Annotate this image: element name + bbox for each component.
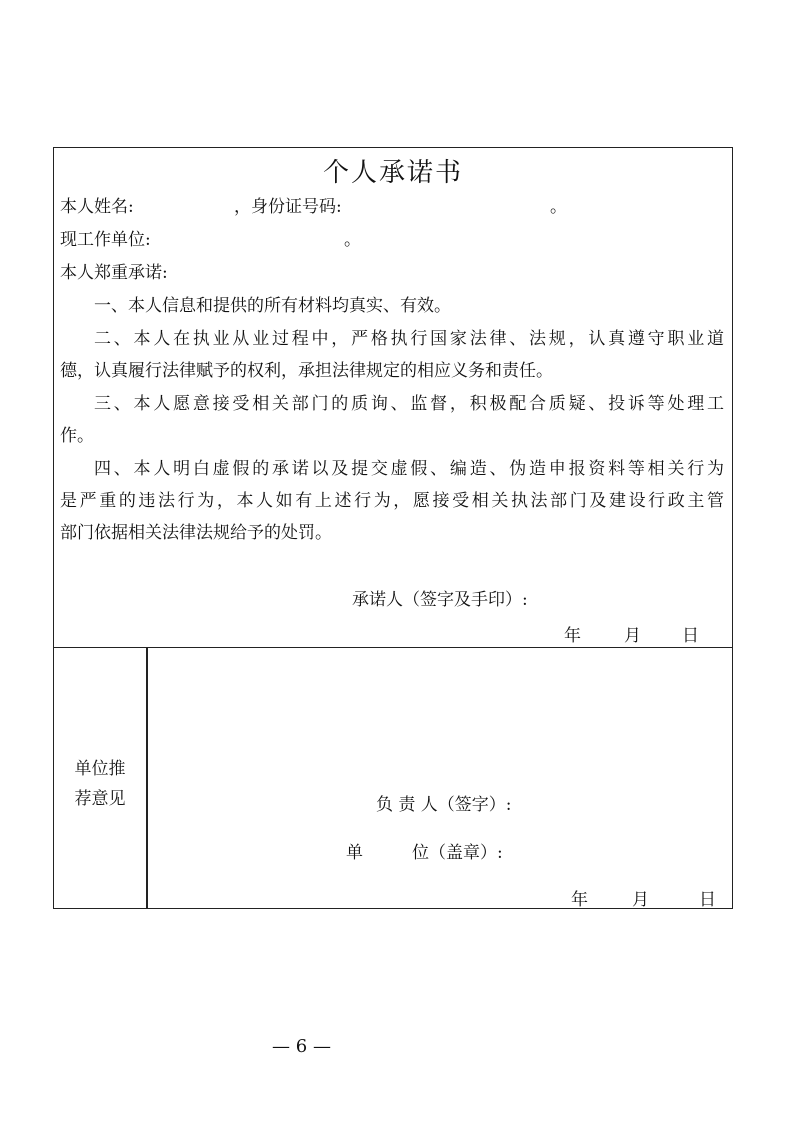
- date-month-1: 月: [624, 626, 641, 646]
- pledge-item-4-line-1: 四、本人明白虚假的承诺以及提交虚假、编造、伪造申报资料等相关行为: [94, 459, 724, 479]
- unit-seal-label-a: 单: [346, 843, 363, 863]
- pledge-intro: 本人郑重承诺:: [60, 263, 168, 283]
- pledge-section: [54, 148, 732, 648]
- recommendation-label-line-2: 荐意见: [74, 789, 126, 809]
- date-day-1: 日: [682, 626, 699, 646]
- pledge-item-1: 一、本人信息和提供的所有材料均真实、有效。: [94, 296, 451, 316]
- responsible-person-label: 负 责 人（签字）:: [376, 795, 512, 815]
- pledge-form-table: [53, 147, 733, 909]
- employer-field-end: 。: [344, 230, 361, 250]
- date-year-2: 年: [571, 890, 588, 910]
- recommendation-section: [54, 648, 732, 908]
- recommendation-label: [54, 754, 146, 814]
- column-divider: [146, 648, 148, 908]
- date-month-2: 月: [632, 890, 649, 910]
- pledge-item-2-line-1: 二、本人在执业从业过程中，严格执行国家法律、法规，认真遵守职业道: [94, 329, 724, 349]
- pledge-item-2-line-2: 德，认真履行法律赋予的权利，承担法律规定的相应义务和责任。: [60, 361, 553, 381]
- document-title: 个人承诺书: [322, 158, 463, 188]
- id-field-label: ，身份证号码:: [234, 197, 342, 217]
- name-field-label: 本人姓名:: [60, 197, 134, 217]
- recommendation-label-line-1: 单位推: [74, 759, 126, 779]
- pledge-item-4-line-2: 是严重的违法行为，本人如有上述行为，愿接受相关执法部门及建设行政主管: [60, 491, 724, 511]
- id-field-end: 。: [550, 197, 567, 217]
- employer-field-label: 现工作单位:: [60, 230, 151, 250]
- pledge-item-3-line-1: 三、本人愿意接受相关部门的质询、监督，积极配合质疑、投诉等处理工: [94, 394, 724, 414]
- date-year-1: 年: [564, 626, 581, 646]
- pledge-item-3-line-2: 作。: [60, 426, 94, 446]
- unit-seal-label-b: 位（盖章）:: [412, 843, 503, 863]
- pledger-signature-label: 承诺人（签字及手印）:: [352, 590, 528, 610]
- date-day-2: 日: [699, 890, 716, 910]
- pledge-item-4-line-3: 部门依据相关法律法规给予的处罚。: [60, 523, 332, 543]
- page-number: — 6 —: [272, 1036, 331, 1057]
